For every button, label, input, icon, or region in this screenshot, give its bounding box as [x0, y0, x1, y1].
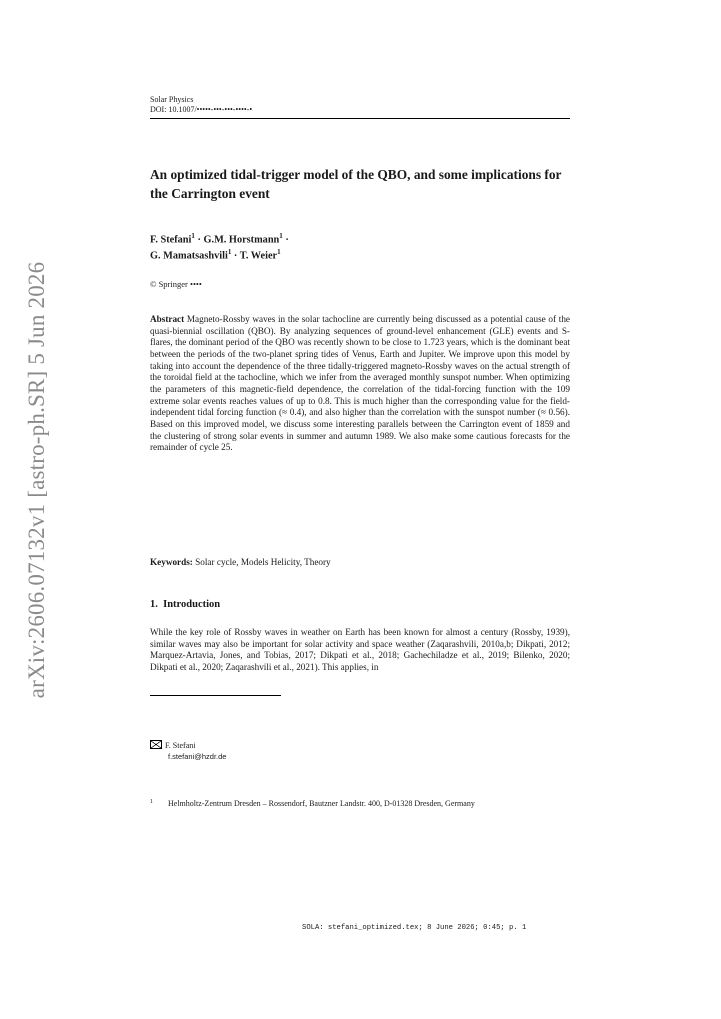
arxiv-stamp: arXiv:2606.07132v1 [astro-ph.SR] 5 Jun 2026	[24, 261, 49, 699]
section-heading	[150, 599, 220, 610]
author-affil: 1	[279, 232, 283, 240]
section-number: 1.	[150, 599, 158, 610]
author-affil: 1	[227, 248, 232, 257]
author-line-2	[150, 246, 289, 262]
author-name: T. Weier	[239, 250, 278, 262]
page-footer: SOLA: stefani_optimized.tex; 8 June 2026; 0:45; p. 1	[302, 924, 527, 932]
affil-number: 1	[150, 799, 153, 805]
keywords	[150, 557, 331, 567]
doi: DOI: 10.1007/•••••-•••-•••-••••-•	[150, 105, 253, 114]
copyright: © Springer ••••	[150, 279, 202, 289]
author-sep: ·	[231, 250, 240, 262]
author-affil: 1	[191, 232, 195, 240]
journal-header	[150, 95, 252, 115]
author-list	[150, 230, 289, 263]
abstract-label: Abstract	[150, 314, 185, 324]
author-name: F. Stefani	[150, 234, 192, 246]
abstract	[150, 314, 570, 454]
abstract-text: Magneto-Rossby waves in the solar tachocline are currently being discussed as a potential cause of the quasi-biennial oscillation (QBO). By analyzing sequences of ground-level enhancement (GLE) events and S-flares, the dominant period of the QBO was recently shown to be close to 1.723 years, which is the dominant beat between the periods of the two-planet spring tides of Venus, Earth and Jupiter. We improve upon this model by taking into account the dependence of the three tidally-triggered magneto-Rossby waves on the actual strength of the toroidal field at the tachocline, which we infer from the averaged monthly sunspot number. When optimizing the parameters of this magnetic-field dependence, the correlation of the tidal-forcing function with the 109 extreme solar events reaches values of up to 0.8. This is much higher than the corresponding value for the field-independent tidal forcing function (≈ 0.4), and also higher than the correlation with the sunspot number (≈ 0.56). Based on this improved model, we discuss some interesting parallels between the Carrington event of 1859 and the clustering of strong solar events in summer and autumn 1989. We also make some cautious forecasts for the remainder of cycle 25.	[150, 314, 570, 453]
header-rule	[150, 118, 570, 119]
author-sep: ·	[282, 234, 289, 246]
keywords-text: Solar cycle, Models Helicity, Theory	[195, 557, 331, 567]
corr-email[interactable]: f.stefani@hzdr.de	[168, 752, 227, 761]
author-name: G. Mamatsashvili	[150, 250, 228, 262]
section-title: Introduction	[163, 599, 221, 610]
author-line-1	[150, 230, 289, 246]
keywords-label: Keywords:	[150, 557, 193, 567]
correspondence	[150, 740, 226, 762]
journal-name: Solar Physics	[150, 95, 194, 104]
corr-name: F. Stefani	[165, 741, 196, 750]
affiliation	[150, 799, 570, 809]
author-affil: 1	[277, 248, 281, 257]
affil-text: Helmholtz-Zentrum Dresden – Rossendorf, Bautzner Landstr. 400, D-01328 Dresden, Germany	[168, 799, 475, 808]
envelope-icon	[150, 740, 162, 749]
footnote-rule	[150, 695, 281, 696]
intro-paragraph: While the key role of Rossby waves in weather on Earth has been known for almost a century (Rossby, 1939), similar waves may also be important for solar activity and space weather (Zaqarashvili, 2010a,b; Dikpati, 2012; Marquez-Artavia, Jones, and Tobias, 2017; Dikpati et al., 2018; Gachechiladze et al., 2019; Bilenko, 2020; Dikpati et al., 2020; Zaqarashvili et al., 2021). This applies, in	[150, 627, 570, 672]
author-name: G.M. Horstmann	[203, 234, 280, 246]
paper-title: An optimized tidal-trigger model of the QBO, and some implications for the Carrington event	[150, 167, 562, 201]
author-sep: ·	[194, 234, 204, 246]
